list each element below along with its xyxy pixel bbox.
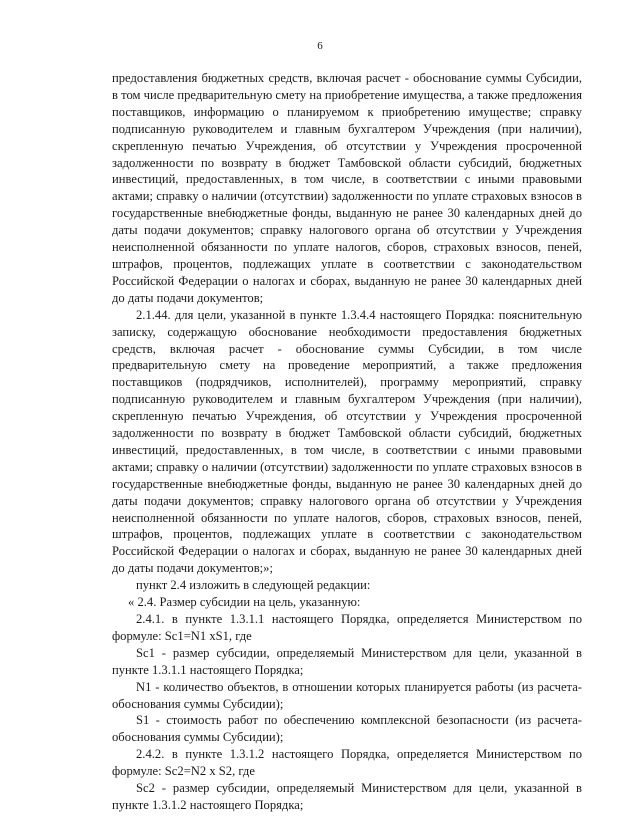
- page-number: 6: [317, 40, 323, 52]
- paragraph-p6: Sc1 - размер субсидии, определяемый Министерством для цели, указанной в пункте 1.3.1.1 настоящего Порядка;: [112, 645, 582, 677]
- paragraph-p7: N1 - количество объектов, в отношении которых планируется работы (из расчета-обоснования суммы Субсидии);: [112, 679, 582, 711]
- paragraph-p10: Sc2 - размер субсидии, определяемый Министерством для цели, указанной в пункте 1.3.1.2 настоящего Порядка;: [112, 781, 582, 812]
- paragraph-p8: S1 - стоимость работ по обеспечению комплексной безопасности (из расчета-обоснования суммы Субсидии);: [112, 713, 582, 745]
- paragraph-p3: пункт 2.4 изложить в следующей редакции:: [136, 578, 371, 593]
- paragraph-p4: « 2.4. Размер субсидии на цель, указанную:: [128, 595, 361, 610]
- document-body: [112, 70, 582, 814]
- paragraph-p1: предоставления бюджетных средств, включая расчет - обоснование суммы Субсидии, в том числе предварительную смету на приобретение имущества, а также предложения поставщиков, информацию о планируемом к приобретению имуществе; справку подписанную руководителем и главным бухгалтером Учреждения (при наличии), скрепленную печатью Учреждения, об отсутствии у Учреждения просроченной задолженности по возврату в бюджет Тамбовской области субсидий, бюджетных инвестиций, предоставленных, в том числе, в соответствии с иными правовыми актами; справку о наличии (отсутствии) задолженности по уплате страховых взносов в государственные внебюджетные фонды, выданную не ранее 30 календарных дней до даты подачи документов; справку налогового органа об отсутствии у Учреждения неисполненной обязанности по уплате налогов, сборов, страховых взносов, пеней, штрафов, процентов, подлежащих уплате в соответствии с законодательством Российской Федерации о налогах и сборах, выданную не ранее 30 календарных дней до даты подачи документов;: [112, 71, 582, 305]
- paragraph-p9: 2.4.2. в пункте 1.3.1.2 настоящего Порядка, определяется Министерством по формуле: Sc2=N2 x S2, где: [112, 747, 582, 779]
- paragraph-p2: 2.1.44. для цели, указанной в пункте 1.3.4.4 настоящего Порядка: пояснительную записку, содержащую обоснование необходимости предоставления бюджетных средств, включая расчет - обоснование суммы Субсидии, в том числе предварительную смету на проведение мероприятий, а также предложения поставщиков (подрядчиков, исполнителей), программу мероприятий, справку подписанную руководителем и главным бухгалтером Учреждения (при наличии), скрепленную печатью Учреждения, об отсутствии у Учреждения просроченной задолженности по возврату в бюджет Тамбовской области субсидий, бюджетных инвестиций, предоставленных, в том числе, в соответствии с иными правовыми актами; справку о наличии (отсутствии) задолженности по уплате страховых взносов в государственные внебюджетные фонды, выданную не ранее 30 календарных дней до даты подачи документов; справку налогового органа об отсутствии у Учреждения неисполненной обязанности по уплате налогов, сборов, страховых взносов, пеней, штрафов, процентов, подлежащих уплате в соответствии с законодательством Российской Федерации о налогах и сборах, выданную не ранее 30 календарных дней до даты подачи документов;»;: [112, 307, 582, 576]
- paragraph-p5: 2.4.1. в пункте 1.3.1.1 настоящего Порядка, определяется Министерством по формуле: Sc1=N1 xS1, где: [112, 612, 582, 643]
